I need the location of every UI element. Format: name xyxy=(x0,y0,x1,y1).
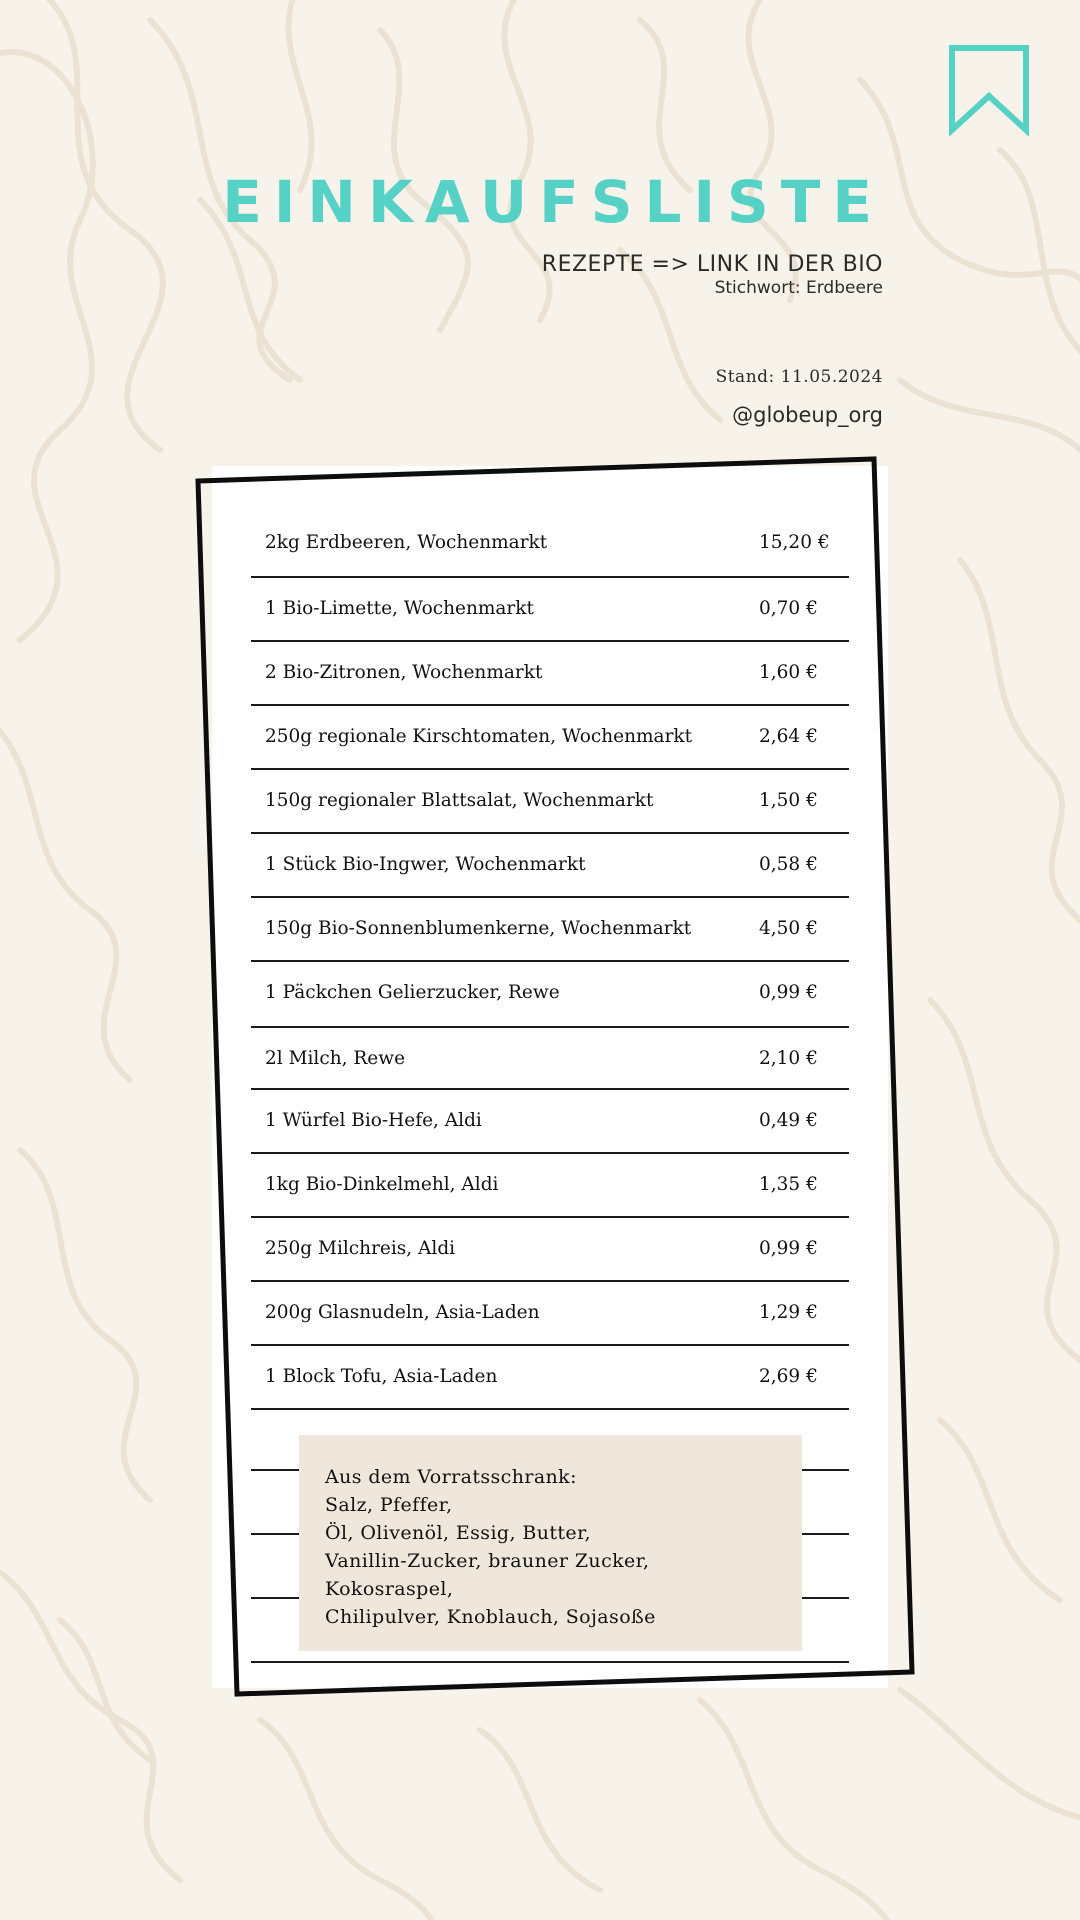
item-name: 2 Bio-Zitronen, Wochenmarkt xyxy=(265,662,543,683)
pantry-line: Aus dem Vorratsschrank: xyxy=(325,1466,577,1488)
pantry-line: Kokosraspel, xyxy=(325,1578,454,1600)
item-price: 0,58 € xyxy=(759,854,818,875)
list-item xyxy=(251,578,849,642)
item-name: 1 Block Tofu, Asia-Laden xyxy=(265,1366,498,1387)
pantry-line: Vanillin-Zucker, brauner Zucker, xyxy=(325,1550,650,1572)
list-item xyxy=(251,1218,849,1282)
list-item xyxy=(251,770,849,834)
item-name: 1 Päckchen Gelierzucker, Rewe xyxy=(265,982,560,1003)
item-price: 1,29 € xyxy=(759,1302,818,1323)
list-item xyxy=(251,512,849,578)
item-price: 0,70 € xyxy=(759,598,818,619)
keyword-text: Stichwort: Erdbeere xyxy=(714,278,883,298)
list-item xyxy=(251,642,849,706)
item-name: 150g Bio-Sonnenblumenkerne, Wochenmarkt xyxy=(265,918,692,939)
item-name: 150g regionaler Blattsalat, Wochenmarkt xyxy=(265,790,654,811)
item-price: 0,49 € xyxy=(759,1110,818,1131)
item-price: 4,50 € xyxy=(759,918,818,939)
item-name: 1 Stück Bio-Ingwer, Wochenmarkt xyxy=(265,854,586,875)
item-name: 200g Glasnudeln, Asia-Laden xyxy=(265,1302,540,1323)
item-name: 250g Milchreis, Aldi xyxy=(265,1238,456,1259)
date-stamp: Stand: 11.05.2024 xyxy=(715,367,883,387)
list-item xyxy=(251,706,849,770)
pantry-note xyxy=(299,1435,802,1651)
page-title: EINKAUFSLISTE xyxy=(222,168,884,236)
social-handle: @globeup_org xyxy=(732,403,883,427)
shopping-list xyxy=(251,512,849,1410)
subtitle: REZEPTE => LINK IN DER BIO xyxy=(541,252,883,277)
item-price: 1,35 € xyxy=(759,1174,818,1195)
item-name: 2kg Erdbeeren, Wochenmarkt xyxy=(265,532,548,553)
list-item xyxy=(251,834,849,898)
list-item xyxy=(251,1346,849,1410)
item-name: 1 Bio-Limette, Wochenmarkt xyxy=(265,598,534,619)
item-price: 2,64 € xyxy=(759,726,818,747)
list-item xyxy=(251,1090,849,1154)
bookmark-icon xyxy=(948,44,1030,136)
item-price: 1,50 € xyxy=(759,790,818,811)
item-name: 1 Würfel Bio-Hefe, Aldi xyxy=(265,1110,482,1131)
list-item xyxy=(251,898,849,962)
item-price: 2,69 € xyxy=(759,1366,818,1387)
list-item xyxy=(251,1154,849,1218)
list-item xyxy=(251,1282,849,1346)
item-name: 2l Milch, Rewe xyxy=(265,1048,406,1069)
pantry-line: Chilipulver, Knoblauch, Sojasoße xyxy=(325,1606,656,1628)
item-price: 0,99 € xyxy=(759,1238,818,1259)
item-price: 15,20 € xyxy=(759,532,830,553)
empty-row-line xyxy=(251,1661,849,1663)
item-price: 1,60 € xyxy=(759,662,818,683)
list-item xyxy=(251,1028,849,1090)
item-price: 0,99 € xyxy=(759,982,818,1003)
pantry-line: Salz, Pfeffer, xyxy=(325,1494,453,1516)
list-item xyxy=(251,962,849,1028)
item-price: 2,10 € xyxy=(759,1048,818,1069)
item-name: 250g regionale Kirschtomaten, Wochenmarkt xyxy=(265,726,693,747)
pantry-line: Öl, Olivenöl, Essig, Butter, xyxy=(325,1522,591,1544)
item-name: 1kg Bio-Dinkelmehl, Aldi xyxy=(265,1174,499,1195)
